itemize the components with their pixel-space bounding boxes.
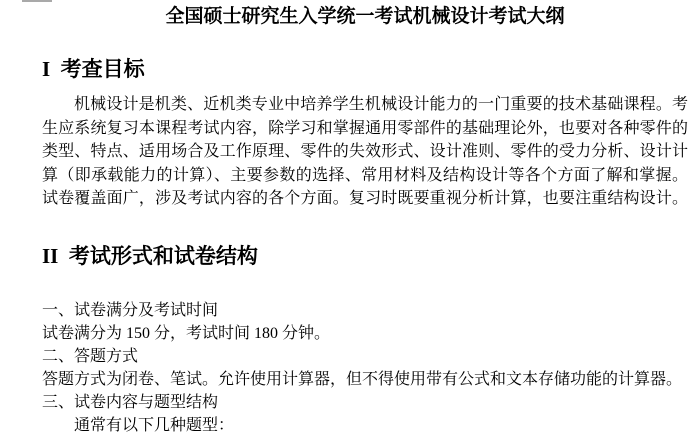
list-item-text-question-types: 通常有以下几种题型： (74, 416, 235, 434)
list-item-heading-full-score: 一、试卷满分及考试时间 (42, 301, 219, 319)
section-heading-exam-format: II 考试形式和试卷结构 (42, 243, 258, 268)
exam-format-list (42, 299, 688, 436)
document-content (42, 0, 688, 436)
paragraph-line: 机械设计是机类、近机类专业中培养学生机械设计能力的一门重要的技术基础课程。考 (74, 96, 688, 113)
list-item-text-score-duration: 试卷满分为 150 分，考试时间 180 分钟。 (42, 324, 331, 342)
section-heading-exam-objectives: I 考查目标 (42, 57, 145, 81)
paragraph-line: 生应系统复习本课程考试内容，除学习和掌握通用零部件的基础理论外，也要对各种零件的 (42, 119, 688, 137)
list-item-heading-answer-method: 二、答题方式 (42, 347, 139, 365)
list-item-text-answer-method: 答题方式为闭卷、笔试。允许使用计算器，但不得使用带有公式和文本存储功能的计算器。 (42, 370, 683, 388)
document-title: 全国硕士研究生入学统一考试机械设计考试大纲 (165, 6, 565, 27)
paragraph-line: 试卷覆盖面广，涉及考试内容的各个方面。复习时既要重视分析计算，也要注重结构设计。 (42, 190, 688, 207)
exam-objectives-paragraph (42, 93, 688, 211)
paragraph-line: 类型、特点、适用场合及工作原理、零件的失效形式、设计准则、零件的受力分析、设计计 (42, 143, 688, 160)
paragraph-line: 算（即承载能力的计算）、主要参数的选择、常用材料及结构设计等各个方面了解和掌握。 (42, 166, 688, 184)
list-item-heading-question-structure: 三、试卷内容与题型结构 (42, 393, 219, 411)
